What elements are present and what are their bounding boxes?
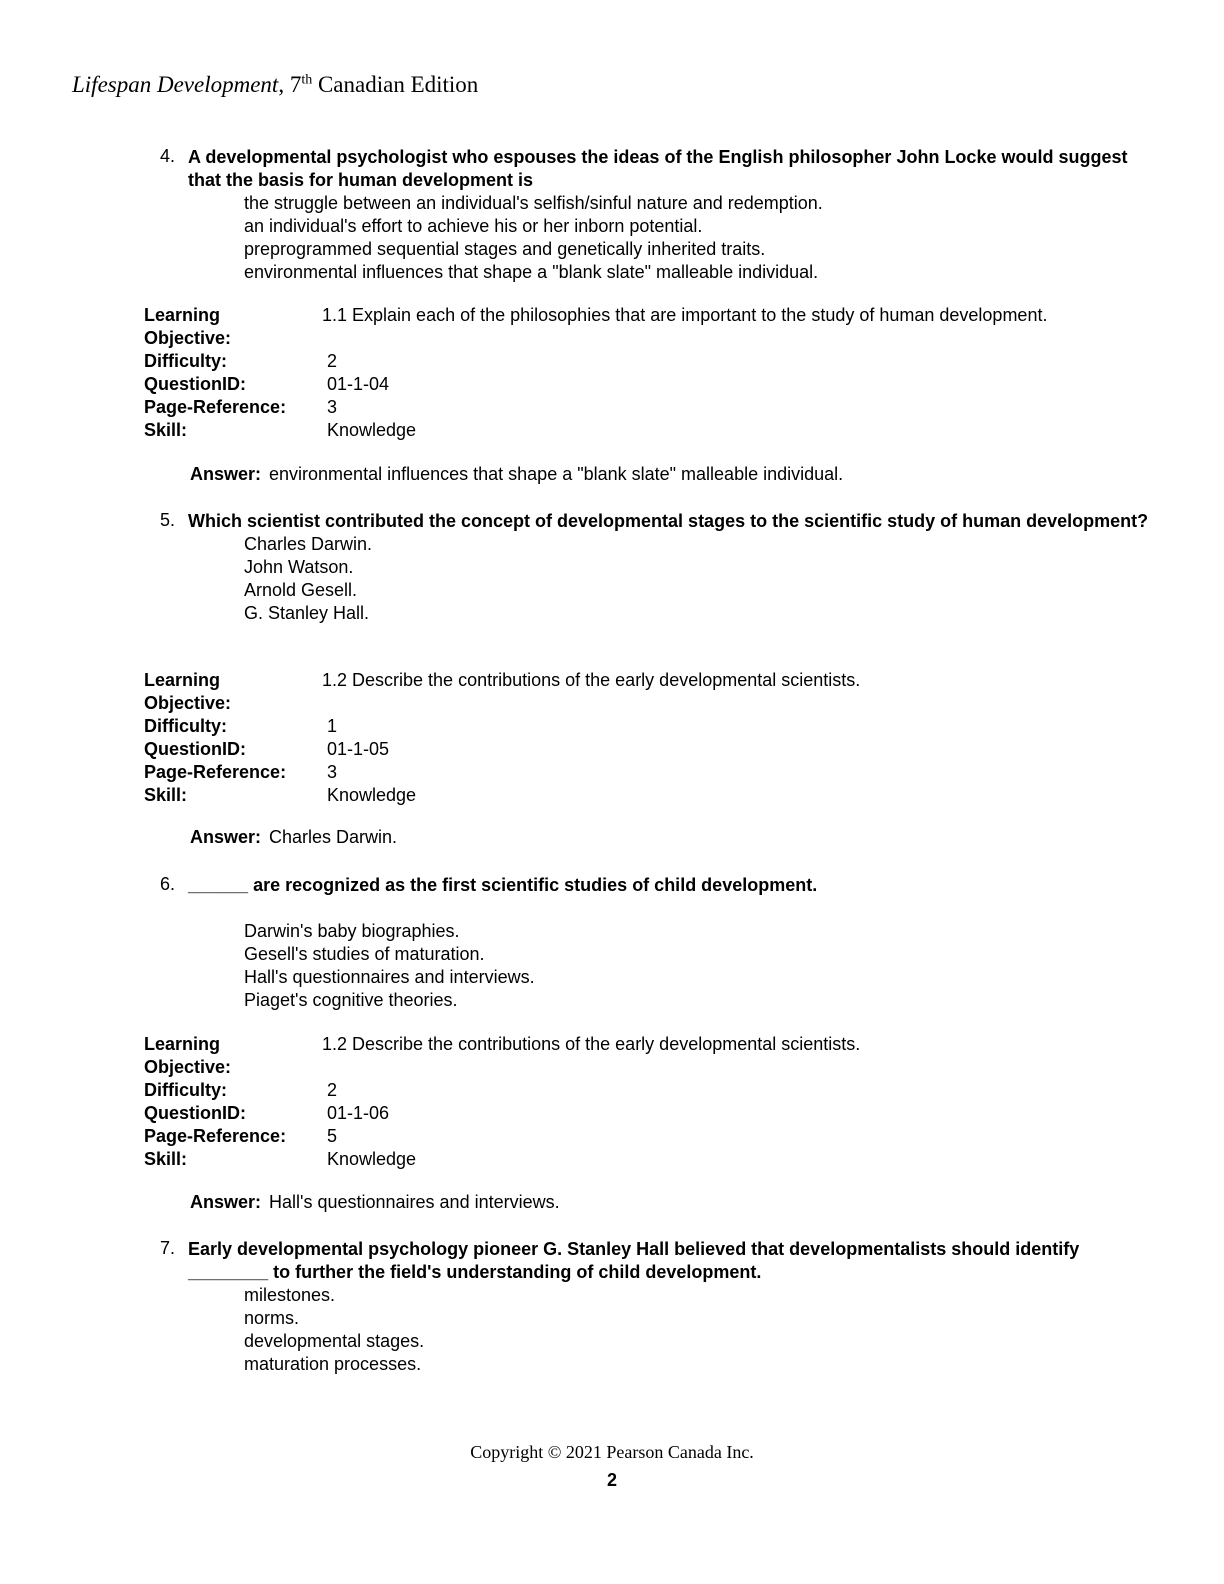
question-6-answer xyxy=(190,1192,560,1213)
page-reference-label: Page-Reference: xyxy=(144,762,287,782)
question-text: Early developmental psychology pioneer G. Stanley Hall believed that developmentalists should identify ________ to further the field's understanding of child development. xyxy=(188,1239,1080,1282)
book-title: Lifespan Development xyxy=(72,72,279,97)
answer-label: Answer: xyxy=(190,827,262,847)
page-reference-value: 3 xyxy=(327,397,338,417)
option: environmental influences that shape a "blank slate" malleable individual. xyxy=(244,262,819,282)
option: Hall's questionnaires and interviews. xyxy=(244,967,535,987)
copyright-footer: Copyright © 2021 Pearson Canada Inc. xyxy=(470,1442,754,1462)
question-5-metadata xyxy=(144,669,1144,807)
option: preprogrammed sequential stages and genetically inherited traits. xyxy=(244,239,766,259)
skill-label: Skill: xyxy=(144,1149,188,1169)
page-number: 2 xyxy=(606,1470,617,1490)
question-id-value: 01-1-06 xyxy=(327,1103,390,1123)
learning-objective: 1.2 Describe the contributions of the early developmental scientists. xyxy=(322,670,861,690)
question-5-answer xyxy=(190,827,397,848)
page-reference-value: 3 xyxy=(327,762,338,782)
question-number: 6. xyxy=(160,874,176,894)
question-5 xyxy=(160,510,1160,625)
learning-objective: 1.2 Describe the contributions of the early developmental scientists. xyxy=(322,1034,861,1054)
edition-text: Canadian Edition xyxy=(312,72,479,97)
objective-label: Objective: xyxy=(144,1057,232,1077)
difficulty-value: 1 xyxy=(327,716,338,736)
difficulty-label: Difficulty: xyxy=(144,1080,227,1100)
option: the struggle between an individual's selfish/sinful nature and redemption. xyxy=(244,193,823,213)
option: John Watson. xyxy=(244,557,354,577)
page-reference-label: Page-Reference: xyxy=(144,397,287,417)
question-number: 4. xyxy=(160,146,176,166)
edition-superscript: th xyxy=(301,72,313,88)
objective-label: Objective: xyxy=(144,693,232,713)
difficulty-label: Difficulty: xyxy=(144,351,227,371)
page-reference-value: 5 xyxy=(327,1126,338,1146)
difficulty-value: 2 xyxy=(327,351,338,371)
question-7 xyxy=(160,1238,1160,1376)
option: Gesell's studies of maturation. xyxy=(244,944,485,964)
question-4 xyxy=(160,146,1160,284)
page-reference-label: Page-Reference: xyxy=(144,1126,287,1146)
question-6 xyxy=(160,874,1160,1012)
option: norms. xyxy=(244,1308,300,1328)
running-header xyxy=(72,72,478,98)
question-id-label: QuestionID: xyxy=(144,1103,246,1123)
answer-text: Charles Darwin. xyxy=(269,827,398,847)
answer-text: environmental influences that shape a "blank slate" malleable individual. xyxy=(269,464,844,484)
question-text: Which scientist contributed the concept of developmental stages to the scientific study of human development? xyxy=(188,511,1149,531)
learning-label: Learning xyxy=(144,305,221,325)
answer-label: Answer: xyxy=(190,1192,262,1212)
title-separator: , 7 xyxy=(278,72,302,97)
question-text: ______ are recognized as the first scientific studies of child development. xyxy=(188,875,818,895)
skill-value: Knowledge xyxy=(327,1149,417,1169)
option: Arnold Gesell. xyxy=(244,580,358,600)
learning-label: Learning xyxy=(144,1034,221,1054)
option-list xyxy=(244,533,1160,625)
option-list xyxy=(244,920,1160,1012)
option: Charles Darwin. xyxy=(244,534,373,554)
question-number: 5. xyxy=(160,510,176,530)
difficulty-value: 2 xyxy=(327,1080,338,1100)
skill-label: Skill: xyxy=(144,420,188,440)
question-id-label: QuestionID: xyxy=(144,739,246,759)
question-6-metadata xyxy=(144,1033,1144,1171)
learning-objective: 1.1 Explain each of the philosophies that are important to the study of human development. xyxy=(322,305,1048,325)
option: maturation processes. xyxy=(244,1354,422,1374)
objective-label: Objective: xyxy=(144,328,232,348)
option: milestones. xyxy=(244,1285,336,1305)
question-id-value: 01-1-05 xyxy=(327,739,390,759)
question-4-answer xyxy=(190,464,843,485)
option: an individual's effort to achieve his or her inborn potential. xyxy=(244,216,703,236)
skill-value: Knowledge xyxy=(327,420,417,440)
question-text: A developmental psychologist who espouses the ideas of the English philosopher John Locke would suggest that the basis for human development is xyxy=(188,147,1128,190)
skill-value: Knowledge xyxy=(327,785,417,805)
question-id-value: 01-1-04 xyxy=(327,374,390,394)
learning-label: Learning xyxy=(144,670,221,690)
difficulty-label: Difficulty: xyxy=(144,716,227,736)
question-id-label: QuestionID: xyxy=(144,374,246,394)
answer-text: Hall's questionnaires and interviews. xyxy=(269,1192,560,1212)
option: G. Stanley Hall. xyxy=(244,603,370,623)
option: Piaget's cognitive theories. xyxy=(244,990,458,1010)
skill-label: Skill: xyxy=(144,785,188,805)
option: developmental stages. xyxy=(244,1331,425,1351)
question-number: 7. xyxy=(160,1238,176,1258)
option: Darwin's baby biographies. xyxy=(244,921,460,941)
answer-label: Answer: xyxy=(190,464,262,484)
question-4-metadata xyxy=(144,304,1144,442)
option-list xyxy=(244,192,1160,284)
option-list xyxy=(244,1284,1160,1376)
